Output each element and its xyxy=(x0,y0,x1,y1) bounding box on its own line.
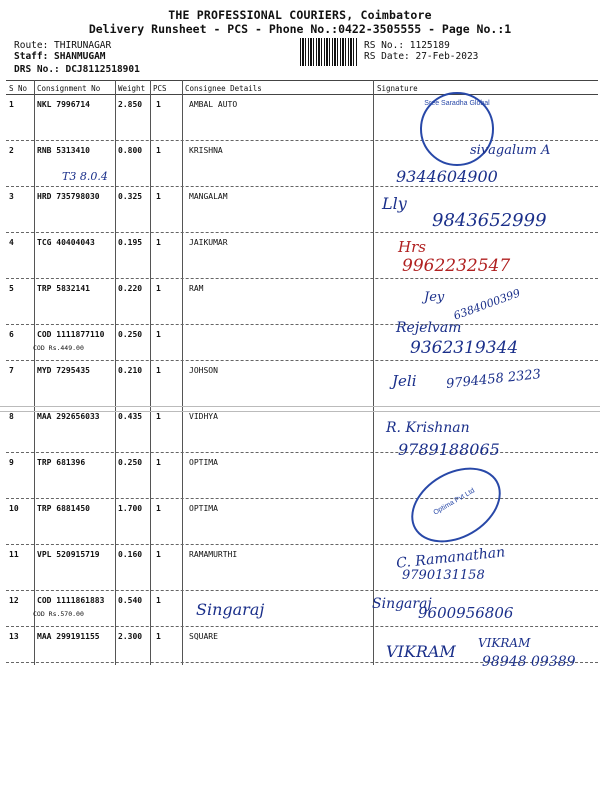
drs-number: DRS No.: DCJ8112518901 xyxy=(14,64,140,75)
row-sno: 11 xyxy=(9,550,19,559)
row-weight: 2.850 xyxy=(118,100,143,109)
col-divider xyxy=(373,80,374,665)
row-consignee: OPTIMA xyxy=(189,504,218,513)
row-pcs: 1 xyxy=(156,330,161,339)
row-consignee: SQUARE xyxy=(189,632,218,641)
row-pcs: 1 xyxy=(156,458,161,467)
row-weight: 1.700 xyxy=(118,504,143,513)
row-consignee: JAIKUMAR xyxy=(189,238,228,247)
handwritten-phone: 6384000399 xyxy=(451,286,523,323)
rs-date: RS Date: 27-Feb-2023 xyxy=(364,51,479,62)
row-consignment-no: HRD 735798030 xyxy=(37,192,100,201)
col-divider xyxy=(34,80,35,665)
handwritten-phone: 98948 09389 xyxy=(482,654,576,670)
handwritten-phone: 9362319344 xyxy=(410,338,519,358)
row-divider xyxy=(6,452,598,453)
rs-number: RS No.: 1125189 xyxy=(364,40,450,51)
handwritten-phone: 9344604900 xyxy=(396,167,498,186)
row-consignment-no: MAA 292656033 xyxy=(37,412,100,421)
row-sno: 12 xyxy=(9,596,19,605)
row-consignee: RAMAMURTHI xyxy=(189,550,238,559)
row-consignment-no: TRP 6881450 xyxy=(37,504,90,513)
company-stamp: Sree Saradha Global xyxy=(420,92,494,166)
row-sno: 10 xyxy=(9,504,19,513)
col-divider xyxy=(182,80,183,665)
row-consignee: KRISHNA xyxy=(189,146,223,155)
handwritten-phone: 9600956806 xyxy=(418,604,514,622)
row-sno: 4 xyxy=(9,238,14,247)
row-pcs: 1 xyxy=(156,238,161,247)
handwritten-signature: Rejelvam xyxy=(396,320,462,336)
row-weight: 0.195 xyxy=(118,238,143,247)
row-consignment-no: TRP 681396 xyxy=(37,458,86,467)
row-weight: 0.220 xyxy=(118,284,143,293)
row-sno: 3 xyxy=(9,192,14,201)
col-header-sno: S No xyxy=(9,84,28,93)
row-pcs: 1 xyxy=(156,284,161,293)
handwritten-signature: C. Ramanathan xyxy=(395,544,506,572)
row-weight: 0.250 xyxy=(118,458,143,467)
row-cod-amount: COD Rs.449.00 xyxy=(33,344,84,352)
row-weight: 0.210 xyxy=(118,366,143,375)
handwritten-consignee: Singaraj xyxy=(196,600,265,619)
row-divider xyxy=(6,590,598,591)
row-consignment-no: COD 1111861883 xyxy=(37,596,105,605)
handwritten-name: VIKRAM xyxy=(478,636,531,650)
row-weight: 0.325 xyxy=(118,192,143,201)
row-consignment-no: RNB 5313410 xyxy=(37,146,90,155)
row-consignment-no: MAA 299191155 xyxy=(37,632,100,641)
handwritten-signature: R. Krishnan xyxy=(386,420,470,436)
row-pcs: 1 xyxy=(156,192,161,201)
handwritten-signature: Jeli xyxy=(392,372,417,390)
row-consignment-no: TCG 40404043 xyxy=(37,238,95,247)
row-pcs: 1 xyxy=(156,632,161,641)
row-consignee: MANGALAM xyxy=(189,192,228,201)
row-pcs: 1 xyxy=(156,412,161,421)
handwritten-signature: sivagalum A xyxy=(470,143,551,158)
row-consignment-no: TRP 5832141 xyxy=(37,284,90,293)
row-weight: 0.800 xyxy=(118,146,143,155)
table-header-rule xyxy=(6,94,598,95)
row-sno: 13 xyxy=(9,632,19,641)
row-divider xyxy=(6,626,598,627)
row-consignee: JOHSON xyxy=(189,366,218,375)
row-consignment-no: COD 1111877110 xyxy=(37,330,105,339)
row-consignee: VIDHYA xyxy=(189,412,218,421)
row-cod-amount: COD Rs.570.00 xyxy=(33,610,84,618)
handwritten-note: T3 8.0.4 xyxy=(62,170,108,183)
col-divider xyxy=(115,80,116,665)
handwritten-phone: 9843652999 xyxy=(432,210,547,231)
row-pcs: 1 xyxy=(156,366,161,375)
row-consignment-no: MYD 7295435 xyxy=(37,366,90,375)
col-header-signature: Signature xyxy=(377,84,418,93)
row-sno: 5 xyxy=(9,284,14,293)
runsheet-title: Delivery Runsheet - PCS - Phone No.:0422-3505555 - Page No.:1 xyxy=(88,22,512,36)
scan-line xyxy=(0,411,600,412)
row-sno: 6 xyxy=(9,330,14,339)
row-pcs: 1 xyxy=(156,550,161,559)
handwritten-signature: VIKRAM xyxy=(386,642,456,661)
row-divider xyxy=(6,360,598,361)
row-weight: 2.300 xyxy=(118,632,143,641)
row-divider xyxy=(6,232,598,233)
row-consignment-no: NKL 7996714 xyxy=(37,100,90,109)
col-header-pcs: PCS xyxy=(153,84,167,93)
handwritten-phone: 9794458 2323 xyxy=(445,367,542,392)
company-title: THE PROFESSIONAL COURIERS, Coimbatore xyxy=(168,8,432,22)
scan-line xyxy=(0,406,600,407)
row-divider xyxy=(6,278,598,279)
row-sno: 7 xyxy=(9,366,14,375)
handwritten-signature: Lly xyxy=(382,194,407,213)
row-divider xyxy=(6,140,598,141)
col-divider xyxy=(150,80,151,665)
row-weight: 0.250 xyxy=(118,330,143,339)
col-header-weight: Weight xyxy=(118,84,146,93)
row-pcs: 1 xyxy=(156,504,161,513)
company-stamp: Optima Pvt Ltd xyxy=(398,452,514,557)
row-divider xyxy=(6,498,598,499)
row-pcs: 1 xyxy=(156,596,161,605)
row-consignment-no: VPL 520915719 xyxy=(37,550,100,559)
row-consignee: OPTIMA xyxy=(189,458,218,467)
row-consignee: AMBAL AUTO xyxy=(189,100,238,109)
row-sno: 2 xyxy=(9,146,14,155)
row-sno: 9 xyxy=(9,458,14,467)
col-header-consignee: Consignee Details xyxy=(185,84,262,93)
row-weight: 0.540 xyxy=(118,596,143,605)
row-pcs: 1 xyxy=(156,146,161,155)
row-divider xyxy=(6,324,598,325)
handwritten-signature: Hrs xyxy=(398,238,426,256)
row-pcs: 1 xyxy=(156,100,161,109)
staff-label: Staff: SHANMUGAM xyxy=(14,51,106,62)
route-label: Route: THIRUNAGAR xyxy=(14,40,112,51)
row-sno: 8 xyxy=(9,412,14,421)
col-header-consignment: Consignment No xyxy=(37,84,101,93)
row-sno: 1 xyxy=(9,100,14,109)
row-weight: 0.435 xyxy=(118,412,143,421)
handwritten-signature: Jey xyxy=(424,290,445,305)
handwritten-phone: 9789188065 xyxy=(398,440,500,459)
row-weight: 0.160 xyxy=(118,550,143,559)
row-divider xyxy=(6,186,598,187)
handwritten-phone: 9962232547 xyxy=(402,256,511,276)
table-top-rule xyxy=(6,80,598,81)
row-consignee: RAM xyxy=(189,284,204,293)
row-divider xyxy=(6,544,598,545)
handwritten-signature: Singaraj xyxy=(372,596,432,612)
barcode xyxy=(300,38,358,66)
handwritten-phone: 9790131158 xyxy=(402,568,485,583)
